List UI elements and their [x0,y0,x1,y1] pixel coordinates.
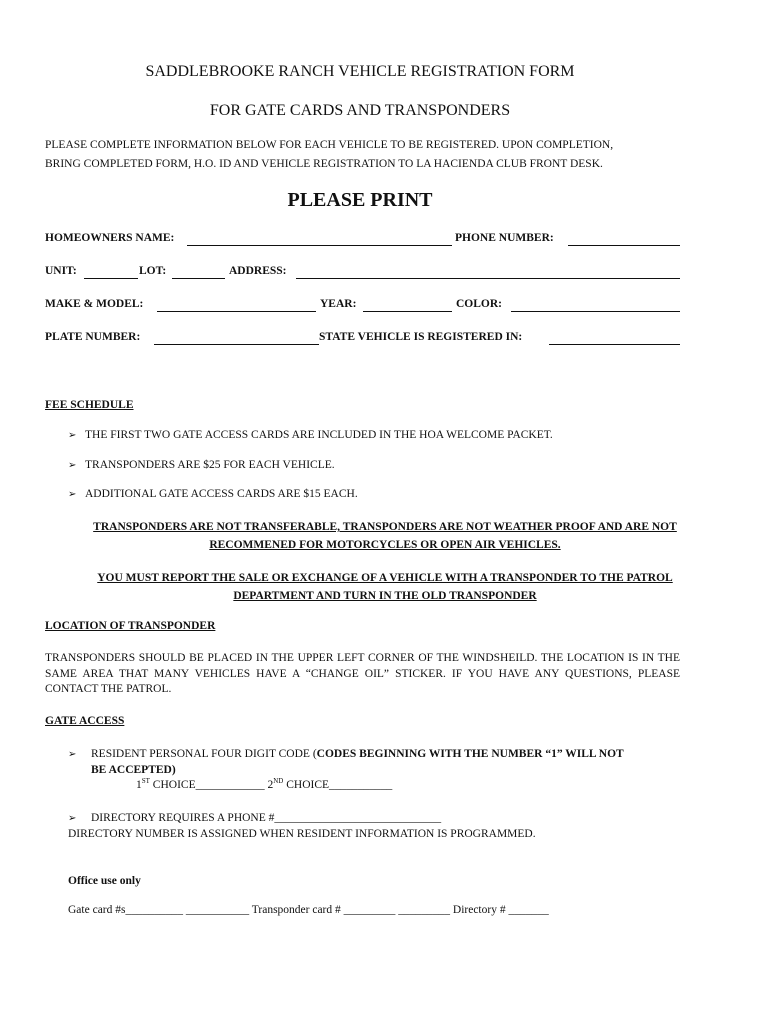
unit-label: UNIT: [45,265,77,277]
directory-item-text[interactable]: DIRECTORY REQUIRES A PHONE #_____________________________ [91,812,442,824]
plate-number-line[interactable] [154,344,319,345]
make-model-line[interactable] [157,311,316,312]
arrow-bullet-icon: ➢ [68,749,77,760]
second-choice-sup: ND [273,777,284,786]
please-print-heading: PLEASE PRINT [287,189,433,211]
first-choice-num: 1 [136,779,142,791]
color-label: COLOR: [456,298,502,310]
fee-item [68,459,335,471]
intro-line-1: PLEASE COMPLETE INFORMATION BELOW FOR EACH VEHICLE TO BE REGISTERED. UPON COMPLETION, [45,139,614,151]
code-choices[interactable] [136,779,392,791]
code-item-warning: CODES BEGINNING WITH THE NUMBER “1” WILL NOT [316,748,624,760]
location-heading: LOCATION OF TRANSPONDER [45,620,216,632]
arrow-bullet-icon: ➢ [68,430,77,441]
arrow-bullet-icon: ➢ [68,489,77,500]
fee-item-text: THE FIRST TWO GATE ACCESS CARDS ARE INCLUDED IN THE HOA WELCOME PACKET. [85,429,553,441]
phone-number-label: PHONE NUMBER: [455,232,554,244]
office-use-heading: Office use only [68,875,141,887]
year-label: YEAR: [320,298,357,310]
homeowners-name-line[interactable] [187,245,452,246]
location-text: TRANSPONDERS SHOULD BE PLACED IN THE UPPER LEFT CORNER OF THE WINDSHEILD. THE LOCATION IS IN THE SAME AREA THAT MANY VEHICLES HAVE A “CHANGE OIL” STICKER. IF YOU HAVE ANY QUESTIONS, PLEASE CONTACT THE PATROL. [45,652,680,695]
arrow-bullet-icon: ➢ [68,813,77,824]
address-line[interactable] [296,278,680,279]
first-choice[interactable]: CHOICE____________ [149,779,265,791]
office-use-row[interactable]: Gate card #s__________ ___________ Transponder card # _________ _________ Directory # _______ [68,904,549,916]
form-title: SADDLEBROOKE RANCH VEHICLE REGISTRATION FORM [145,63,575,80]
color-line[interactable] [511,311,680,312]
unit-line[interactable] [84,278,138,279]
year-line[interactable] [363,311,452,312]
field-row-homeowner [45,232,680,250]
address-label: ADDRESS: [229,265,287,277]
state-registered-label: STATE VEHICLE IS REGISTERED IN: [319,331,523,343]
fee-item [68,488,358,500]
phone-number-line[interactable] [568,245,680,246]
lot-line[interactable] [172,278,225,279]
plate-number-label: PLATE NUMBER: [45,331,141,343]
second-choice-num: 2 [264,779,274,791]
fee-item-text: ADDITIONAL GATE ACCESS CARDS ARE $15 EACH. [85,488,358,500]
fee-item-text: TRANSPONDERS ARE $25 FOR EACH VEHICLE. [85,459,335,471]
fee-item [68,429,553,441]
code-item-warning-cont: BE ACCEPTED) [91,764,176,776]
arrow-bullet-icon: ➢ [68,460,77,471]
form-subtitle: FOR GATE CARDS AND TRANSPONDERS [209,102,511,119]
intro-line-2: BRING COMPLETED FORM, H.O. ID AND VEHICLE REGISTRATION TO LA HACIENDA CLUB FRONT DESK. [45,158,603,170]
field-row-unit [45,265,680,283]
field-row-plate [45,331,680,349]
field-row-vehicle [45,298,680,316]
fee-schedule-heading: FEE SCHEDULE [45,399,134,411]
first-choice-sup: ST [141,777,150,786]
directory-item [68,812,441,824]
make-model-label: MAKE & MODEL: [45,298,144,310]
transponder-notice: TRANSPONDERS ARE NOT TRANSFERABLE, TRANSPONDERS ARE NOT WEATHER PROOF AND ARE NOT RECOMMENED FOR MOTORCYCLES OR OPEN AIR VEHICLES. [93,521,677,551]
report-sale-notice: YOU MUST REPORT THE SALE OR EXCHANGE OF A VEHICLE WITH A TRANSPONDER TO THE PATROL DEPARTMENT AND TURN IN THE OLD TRANSPONDER [97,572,673,602]
second-choice[interactable]: CHOICE___________ [283,779,393,791]
lot-label: LOT: [139,265,167,277]
gate-access-heading: GATE ACCESS [45,715,125,727]
homeowners-name-label: HOMEOWNERS NAME: [45,232,175,244]
directory-note: DIRECTORY NUMBER IS ASSIGNED WHEN RESIDENT INFORMATION IS PROGRAMMED. [68,828,536,840]
code-item [68,748,624,760]
code-item-text: RESIDENT PERSONAL FOUR DIGIT CODE ( [91,748,317,760]
state-registered-line[interactable] [549,344,680,345]
